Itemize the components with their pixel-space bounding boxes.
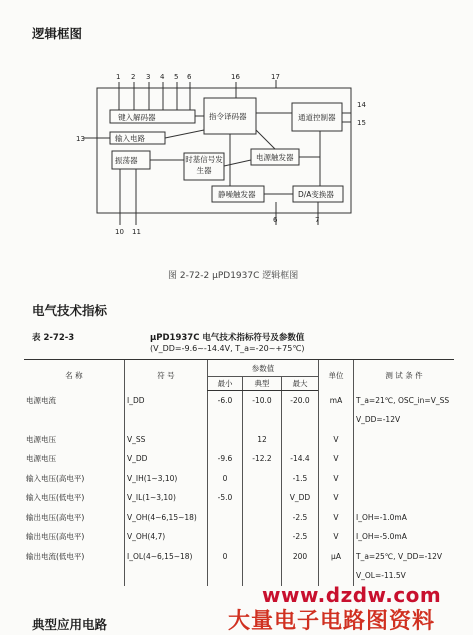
cell-unit: V bbox=[319, 488, 354, 508]
table-label: 表 2-72-3 bbox=[32, 333, 75, 343]
cell-unit: V bbox=[319, 508, 354, 528]
pin-label-6b: 6 bbox=[273, 216, 278, 224]
table-row bbox=[24, 488, 454, 508]
cell-max bbox=[282, 410, 319, 430]
th-name: 名 称 bbox=[24, 360, 125, 391]
cell-name: 电源电压 bbox=[26, 454, 56, 464]
cell-cond bbox=[354, 469, 455, 489]
cell-unit: V bbox=[319, 430, 354, 450]
table-conditions: (V_DD=-9.6~-14.4V, T_a=-20~+75℃) bbox=[150, 344, 305, 353]
cell-cond: V_DD=-12V bbox=[354, 410, 455, 430]
cell-min: -5.0 bbox=[208, 488, 243, 508]
cell-cond bbox=[354, 449, 455, 469]
label-power-trigger: 电源触发器 bbox=[256, 153, 294, 162]
label-mute-trigger: 静噪触发器 bbox=[218, 190, 256, 199]
cell-max: -2.5 bbox=[282, 508, 319, 528]
cell-min: -6.0 bbox=[208, 391, 243, 411]
cell-typ bbox=[243, 508, 282, 528]
pin-label-7: 7 bbox=[315, 216, 320, 224]
pin-label-14: 14 bbox=[357, 101, 366, 109]
cell-name: 输入电压(低电平) bbox=[26, 493, 85, 503]
cell-typ bbox=[243, 527, 282, 547]
cell-max: -20.0 bbox=[282, 391, 319, 411]
label-channel-controller: 通道控制器 bbox=[298, 113, 336, 122]
cell-typ bbox=[243, 410, 282, 430]
pin-label-5: 5 bbox=[174, 73, 179, 81]
cell-max: -2.5 bbox=[282, 527, 319, 547]
pin-label-16: 16 bbox=[231, 73, 240, 81]
pin-label-11: 11 bbox=[132, 228, 141, 236]
watermark-url: www.dzdw.com bbox=[262, 583, 442, 607]
cell-unit: μA bbox=[319, 547, 354, 567]
cell-unit: V bbox=[319, 449, 354, 469]
th-max: 最大 bbox=[282, 377, 319, 391]
logic-block-diagram bbox=[0, 0, 473, 290]
section-logic-heading: 逻辑框图 bbox=[32, 26, 83, 41]
table-row bbox=[24, 527, 454, 547]
cell-typ bbox=[243, 469, 282, 489]
cell-symbol: I_DD bbox=[125, 391, 208, 411]
table-title: μPD1937C 电气技术指标符号及参数值 bbox=[150, 333, 305, 343]
cell-name: 输出电压(高电平) bbox=[26, 512, 85, 522]
pin-label-17: 17 bbox=[271, 73, 280, 81]
table-row bbox=[24, 391, 454, 411]
pin-label-4: 4 bbox=[160, 73, 165, 81]
pin-label-3: 3 bbox=[146, 73, 151, 81]
cell-name: 输入电压(高电平) bbox=[26, 473, 85, 483]
table-row bbox=[24, 410, 454, 430]
cell-name: 输出电压(高电平) bbox=[26, 532, 85, 542]
cell-cond: I_OH=-5.0mA bbox=[354, 527, 455, 547]
cell-name: 输出电流(低电平) bbox=[26, 551, 85, 561]
cell-name: 电源电流 bbox=[26, 395, 56, 405]
pin-label-15: 15 bbox=[357, 119, 366, 127]
cell-symbol: V_OH(4~6,15~18) bbox=[125, 508, 208, 528]
cell-symbol: V_DD bbox=[125, 449, 208, 469]
table-row bbox=[24, 449, 454, 469]
cell-min: -9.6 bbox=[208, 449, 243, 469]
label-da-converter: D/A变换器 bbox=[298, 190, 334, 199]
cell-cond: I_OH=-1.0mA bbox=[354, 508, 455, 528]
cell-symbol: V_OH(4,7) bbox=[125, 527, 208, 547]
cell-min bbox=[208, 527, 243, 547]
th-symbol: 符 号 bbox=[125, 360, 208, 391]
cell-min bbox=[208, 410, 243, 430]
cell-max: -14.4 bbox=[282, 449, 319, 469]
cell-symbol bbox=[125, 566, 208, 586]
cell-min: 0 bbox=[208, 469, 243, 489]
cell-symbol: V_SS bbox=[125, 430, 208, 450]
cell-cond bbox=[354, 488, 455, 508]
cell-min bbox=[208, 430, 243, 450]
th-min: 最小 bbox=[208, 377, 243, 391]
cell-max: V_DD bbox=[282, 488, 319, 508]
cell-name bbox=[24, 566, 125, 586]
diagram-caption: 图 2-72-2 μPD1937C 逻辑框图 bbox=[168, 271, 299, 281]
section-typical-heading: 典型应用电路 bbox=[32, 617, 108, 632]
cell-symbol: V_IL(1~3,10) bbox=[125, 488, 208, 508]
cell-symbol bbox=[125, 410, 208, 430]
cell-min bbox=[208, 566, 243, 586]
cell-name: 电源电压 bbox=[26, 434, 56, 444]
cell-name bbox=[24, 410, 125, 430]
spec-table bbox=[24, 359, 454, 586]
cell-max: 200 bbox=[282, 547, 319, 567]
cell-unit: V bbox=[319, 527, 354, 547]
cell-cond: T_a=21℃, OSC_in=V_SS bbox=[354, 391, 455, 411]
label-instruction-decoder: 指令译码器 bbox=[209, 112, 247, 121]
th-conditions: 测 试 条 件 bbox=[354, 360, 455, 391]
table-row bbox=[24, 547, 454, 567]
cell-typ: -10.0 bbox=[243, 391, 282, 411]
th-unit: 单位 bbox=[319, 360, 354, 391]
pin-label-13: 13 bbox=[76, 135, 85, 143]
th-params: 参数值 bbox=[208, 360, 319, 377]
cell-typ bbox=[243, 547, 282, 567]
label-oscillator: 振荡器 bbox=[115, 156, 138, 165]
cell-unit: V bbox=[319, 469, 354, 489]
label-input-circuit: 输入电路 bbox=[115, 134, 145, 143]
cell-max bbox=[282, 430, 319, 450]
cell-typ: 12 bbox=[243, 430, 282, 450]
cell-cond: V_OL=-11.5V bbox=[354, 566, 455, 586]
section-electrical-heading: 电气技术指标 bbox=[32, 303, 108, 318]
cell-unit bbox=[319, 410, 354, 430]
cell-symbol: I_OL(4~6,15~18) bbox=[125, 547, 208, 567]
pin-label-2: 2 bbox=[131, 73, 136, 81]
th-typ: 典型 bbox=[243, 377, 282, 391]
pin-label-10: 10 bbox=[115, 228, 124, 236]
label-timing-signal: 时基信号发生器 bbox=[185, 155, 223, 175]
cell-max: -1.5 bbox=[282, 469, 319, 489]
cell-cond: T_a=25℃, V_DD=-12V bbox=[354, 547, 455, 567]
table-row bbox=[24, 469, 454, 489]
cell-unit: mA bbox=[319, 391, 354, 411]
table-row bbox=[24, 508, 454, 528]
cell-min: 0 bbox=[208, 547, 243, 567]
cell-typ bbox=[243, 488, 282, 508]
cell-min bbox=[208, 508, 243, 528]
watermark-text: 大量电子电路图资料 bbox=[228, 609, 436, 634]
pin-label-1: 1 bbox=[116, 73, 121, 81]
label-key-decoder: 键入解码器 bbox=[118, 113, 156, 122]
cell-cond bbox=[354, 430, 455, 450]
cell-symbol: V_IH(1~3,10) bbox=[125, 469, 208, 489]
table-row bbox=[24, 430, 454, 450]
cell-typ: -12.2 bbox=[243, 449, 282, 469]
pin-label-6: 6 bbox=[187, 73, 192, 81]
